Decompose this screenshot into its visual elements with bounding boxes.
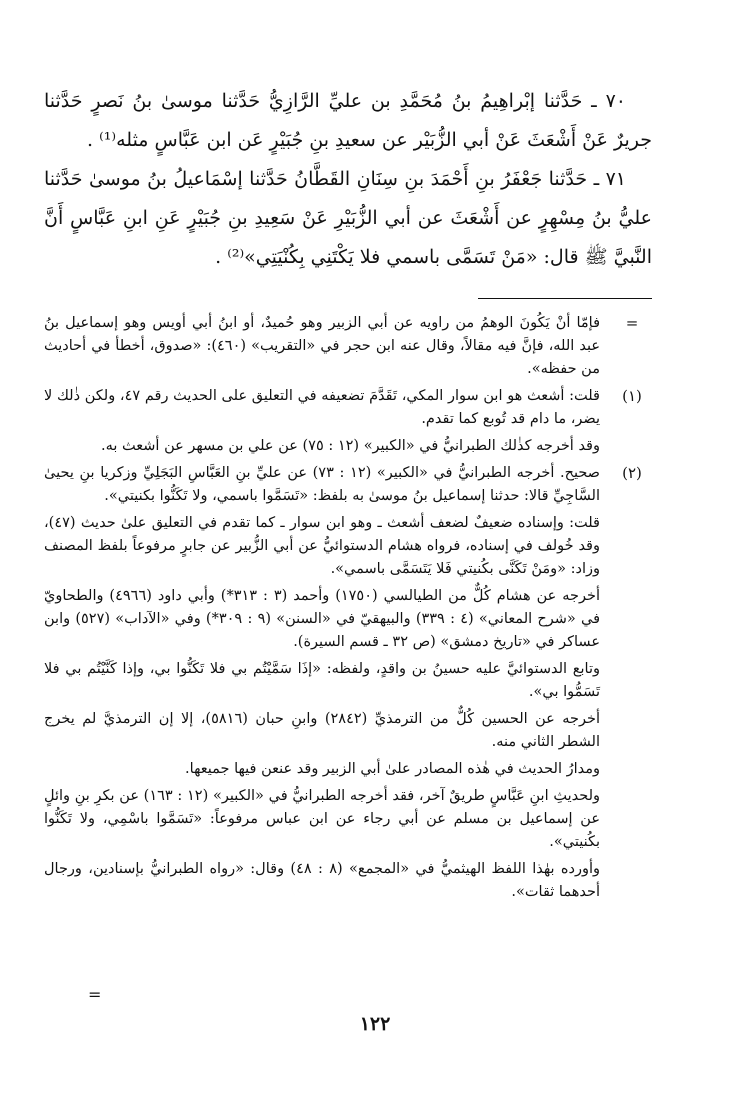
footnote-2 xyxy=(44,462,652,508)
footnote-text: وأورده بهٰذا اللفظ الهيثميُّ في «المجمع» (٨ : ٤٨) وقال: «رواه الطبرانيُّ بإسنادين، ورجال أحدهما ثقات». xyxy=(44,861,600,900)
footnote-number: (٢) xyxy=(622,464,642,482)
footnote-text: ولحديثِ ابنِ عَبَّاسٍ طريقٌ آخر، فقد أخرجه الطبرانيُّ في «الكبير» (١٢ : ١٦٣) عن بكرِ بنِ وائلٍ عن إسماعيل بن مسلم عن أبي رجاء عن ابن عباس مرفوعاً: «تَسَمَّوا باسْمِي، ولا تَكَنُّوا بكُنيتي». xyxy=(44,788,600,850)
footnote-text: قلت: أشعث هو ابن سوار المكي، تَقَدَّمَ تضعيفه في التعليق على الحديث رقم ٤٧، ولكن ذٰلك لا يضر، ما دام قد تُوبع كما تقدم. xyxy=(44,388,600,427)
hadith-71: ٧١ ـ حَدَّثنا جَعْفَرُ بنِ أَحْمَدَ بنِ سِنَانِ القَطَّانُ حَدَّثنا إسْمَاعيلُ بنُ موسىٰ حَدَّثنا عليُّ بنُ مِسْهِرٍ عن أَشْعَثَ عن أبي الزُّبَيْرِ عَنْ سَعِيدِ بنِ جُبَيْرٍ عَنِ ابنِ عَبَّاسٍ أَنَّ النَّبيَّ ﷺ قال: «مَنْ تَسَمَّى باسمي فلا يَكْتَنِي بِكُنْيَتِي»⁽²⁾ . xyxy=(44,168,652,268)
footnote-number: = xyxy=(625,314,639,332)
hadith-70: ٧٠ ـ حَدَّثنا إبْراهِيمُ بنُ مُحَمَّدِ بن عليِّ الرَّازِيُّ حَدَّثنا موسىٰ بنُ نَصرٍ حَدَّثنا جريرٌ عَنْ أَشْعَثَ عَنْ أبي الزُّبَيْر عن سعيدِ بنِ جُبَيْرٍ عَن ابن عَبَّاسٍ مثله⁽¹⁾ . xyxy=(44,90,652,151)
footnote-text: وقد أخرجه كذٰلك الطبرانيُّ في «الكبير» (١٢ : ٧٥) عن علي بن مسهر عن أشعث به. xyxy=(101,438,600,454)
main-text xyxy=(44,82,652,277)
footnote-text: فإمّا أنْ يَكُونَ الوهمُ من راويه عن أبي الزبير وهو حُميدٌ، أو ابنُ أبي أويس وهو إسماعيل بنُ عبد الله، فإنَّ فيه مقالاً، وقال عنه ابن حجر في «التقريب» (٤٦٠): «صدوق، أخطأ في أحاديث من حفظه». xyxy=(44,315,600,377)
footnote-1 xyxy=(44,385,652,431)
footnotes xyxy=(44,312,652,904)
footnote-number: (١) xyxy=(622,387,642,405)
footnote-divider xyxy=(478,298,652,299)
footnote-text: قلت: وإسناده ضعيفٌ لضعف أشعث ـ وهو ابن سوار ـ كما تقدم في التعليق علىٰ حديث (٤٧)، وقد خُولف في إسناده، فرواه هشام الدستوائيُّ عن أبي الزُّبير عن جابرٍ مرفوعاً بلفظ المصنف وزاد: «ومَنْ تَكَنَّى بكُنيتي فَلا يَتَسَمَّى باسمي». xyxy=(44,515,600,577)
footnote-text: ومدارُ الحديث في هٰذه المصادر علىٰ أبي الزبير وقد عنعن فيها جميعها. xyxy=(185,761,600,777)
footnote-text: صحيح. أخرجه الطبرانيُّ في «الكبير» (١٢ : ٧٣) عن عليِّ بنِ العَبَّاسِ البَجَلِيِّ وزكريا بنِ يحيىٰ السَّاجِيِّ قالا: حدثنا إسماعيل بنُ موسىٰ به بلفظ: «تَسَمَّوا باسمي، ولا تَكَنُّوا بكنيتي». xyxy=(44,465,600,504)
footnote-text: وتابع الدستوائيَّ عليه حسينُ بن واقدٍ، ولفظه: «إذَا سَمَّيْتُم بي فلا تَكَنُّوا بي، وإذا كَنَّيْتُم بي فلا تَسَمُّوا بي». xyxy=(44,661,600,700)
footnote-continued xyxy=(44,312,652,381)
page-number: ١٢٢ xyxy=(359,1013,391,1035)
continuation-mark: = xyxy=(88,985,102,1004)
footnote-text: أخرجه عن هشام كُلٌّ من الطيالسي (١٧٥٠) وأحمد (٣ : ٣١٣*) وأبي داود (٤٩٦٦) والطحاويّ في «شرح المعاني» (٤ : ٣٣٩) والبيهقيّ في «السنن» (٩ : ٣٠٩*) وفي «الآداب» (٥٢٧) وابن عساكر في «تاريخ دمشق» (ص ٣٢ ـ قسم السيرة). xyxy=(44,588,601,650)
footnote-text: أخرجه عن الحسين كُلٌّ من الترمذيِّ (٢٨٤٢) وابنِ حبان (٥٨١٦)، إلا إن الترمذيَّ لم يخرج الشطر الثاني منه. xyxy=(44,711,601,750)
